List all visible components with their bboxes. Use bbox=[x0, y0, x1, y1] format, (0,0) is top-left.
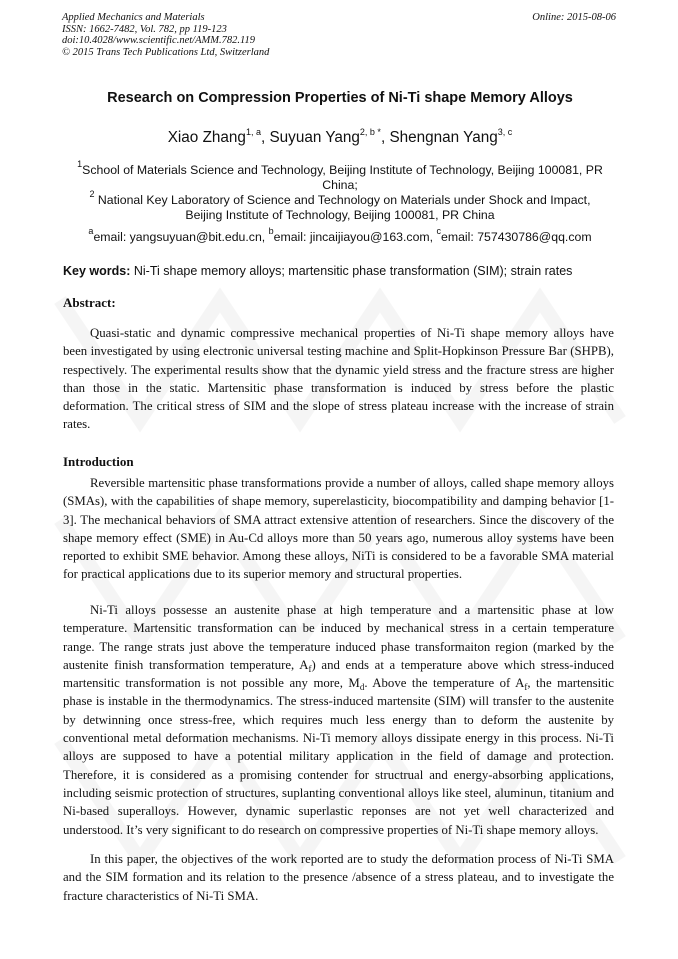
introduction-paragraph-2 bbox=[63, 601, 614, 839]
author-name: Xiao Zhang bbox=[167, 129, 246, 146]
introduction-heading: Introduction bbox=[63, 454, 134, 469]
author-affiliation-mark: 3, c bbox=[497, 127, 513, 137]
keywords-text: Ni-Ti shape memory alloys; martensitic phase transformation (SIM); strain rates bbox=[130, 264, 573, 278]
doi-line: doi:10.4028/www.scientific.net/AMM.782.119 bbox=[62, 35, 255, 47]
email-mark: b bbox=[268, 226, 274, 236]
online-date: Online: 2015-08-06 bbox=[532, 12, 616, 23]
email-mark: a bbox=[88, 226, 94, 236]
author-list bbox=[40, 129, 640, 147]
author-affiliation-mark: 2, b * bbox=[359, 127, 381, 137]
affiliation-2 bbox=[60, 189, 620, 222]
email-mark: c bbox=[436, 226, 441, 236]
subscript: d bbox=[359, 682, 365, 693]
affiliation-text: National Key Laboratory of Science and Technology on Materials under Shock and Impact, bbox=[97, 193, 591, 207]
publication-info bbox=[62, 12, 616, 58]
affiliation-number: 1 bbox=[77, 159, 83, 169]
abstract-heading: Abstract: bbox=[63, 295, 116, 310]
author-name: Suyuan Yang bbox=[269, 129, 360, 146]
author-separator: , bbox=[260, 129, 270, 146]
introduction-paragraph-1: Reversible martensitic phase transformations provide a number of alloys, called shape memory alloys (SMAs), with the capabilities of shape memory, superelasticity, biocompatibility and damping behavior [1-3]. The mechanical behaviors of SMA attract extensive attention of researchers. Since the discovery of the shape memory effect (SME) in Au-Cd alloys more than 50 years ago, numerous alloy systems have been reported to exhibit SME behavior. Among these alloys, NiTi is considered to be a favorable SMA material for practical applications due to its superior memory and structural properties. bbox=[63, 476, 614, 582]
copyright-line: © 2015 Trans Tech Publications Ltd, Switzerland bbox=[62, 46, 270, 58]
abstract-text: Quasi-static and dynamic compressive mechanical properties of Ni-Ti shape memory alloys have been investigated by using electronic universal testing machine and Split-Hopkinson Pressure Bar (SHPB), respectively. The experimental results show that the dynamic yield stress and the fracture stress are higher than those in the static. Martensitic phase transformation is induced by stress before the plastic deformation. The critical stress of SIM and the slope of stress plateau increase with the increase of strain rates. bbox=[63, 326, 614, 432]
author-separator: , bbox=[380, 129, 390, 146]
keywords bbox=[63, 264, 623, 278]
introduction-paragraph-3: In this paper, the objectives of the work reported are to study the deformation process of Ni-Ti SMA and the SIM formation and its relation to the presence /absence of a stress plateau, and to investigate the fracture characteristics of Ni-Ti SMA. bbox=[63, 852, 614, 903]
paragraph-text: ) and ends at a temperature above which stress-induced martensitic transformation is not possible any more, M bbox=[63, 657, 615, 691]
affiliation-text: School of Materials Science and Technology, Beijing Institute of Technology, Beijing 100081, PR China; bbox=[82, 163, 603, 192]
paragraph-text: . Above the temperature of A bbox=[364, 676, 525, 691]
email-address: email: 757430786@qq.com bbox=[441, 230, 592, 244]
issn-line: ISSN: 1662-7482, Vol. 782, pp 119-123 bbox=[62, 23, 227, 35]
subscript: f bbox=[308, 663, 312, 674]
email-address: email: yangsuyuan@bit.edu.cn, bbox=[93, 230, 269, 244]
email-line bbox=[60, 226, 620, 245]
email-address: email: jincaijiayou@163.com, bbox=[273, 230, 437, 244]
paragraph-text: , the martensitic phase is instable in the thermodynamics. The stress-induced martensite (SIM) will transfer to the austenite by detwinning once stress-free, which requires much less energy than to deform the austenite by conventional metal deformation mechanisms. Ni-Ti memory alloys dissipate energy in this process. Ni-Ti alloys are supposed to have a potential military application in the field of damage and protection. Therefore, it is considered as a promising contender for structrual and energy-absorbing applications, including seismic protection of structures, suplanting conventional alloys like steel, aluminun, titanium and Ni-based superalloys. However, dynamic superlastic reponses are not yet well characterized and understood. It’s very significant to do research on compressive properties of Ni-Ti shape memory alloys. bbox=[63, 676, 614, 837]
affiliation-text: Beijing Institute of Technology, Beijing 100081, PR China bbox=[185, 207, 495, 222]
author-affiliation-mark: 1, a bbox=[245, 127, 261, 137]
affiliation-number: 2 bbox=[89, 189, 95, 199]
subscript: f bbox=[524, 682, 528, 693]
paragraph-text: Ni-Ti alloys possesse an austenite phase at high temperature and a martensitic phase at low temperature. Martensitic transformation can be induced by mechanical stress in a certain temperature range. The range strats just above the temperature induced phase transformaiton region (marked by the austenite finish transformation temperature, A bbox=[63, 603, 614, 672]
affiliation-1 bbox=[60, 159, 620, 192]
keywords-label: Key words: bbox=[63, 264, 131, 278]
journal-name: Applied Mechanics and Materials bbox=[62, 12, 205, 23]
author-name: Shengnan Yang bbox=[389, 129, 498, 146]
paper-title: Research on Compression Properties of Ni-Ti shape Memory Alloys bbox=[107, 90, 573, 106]
